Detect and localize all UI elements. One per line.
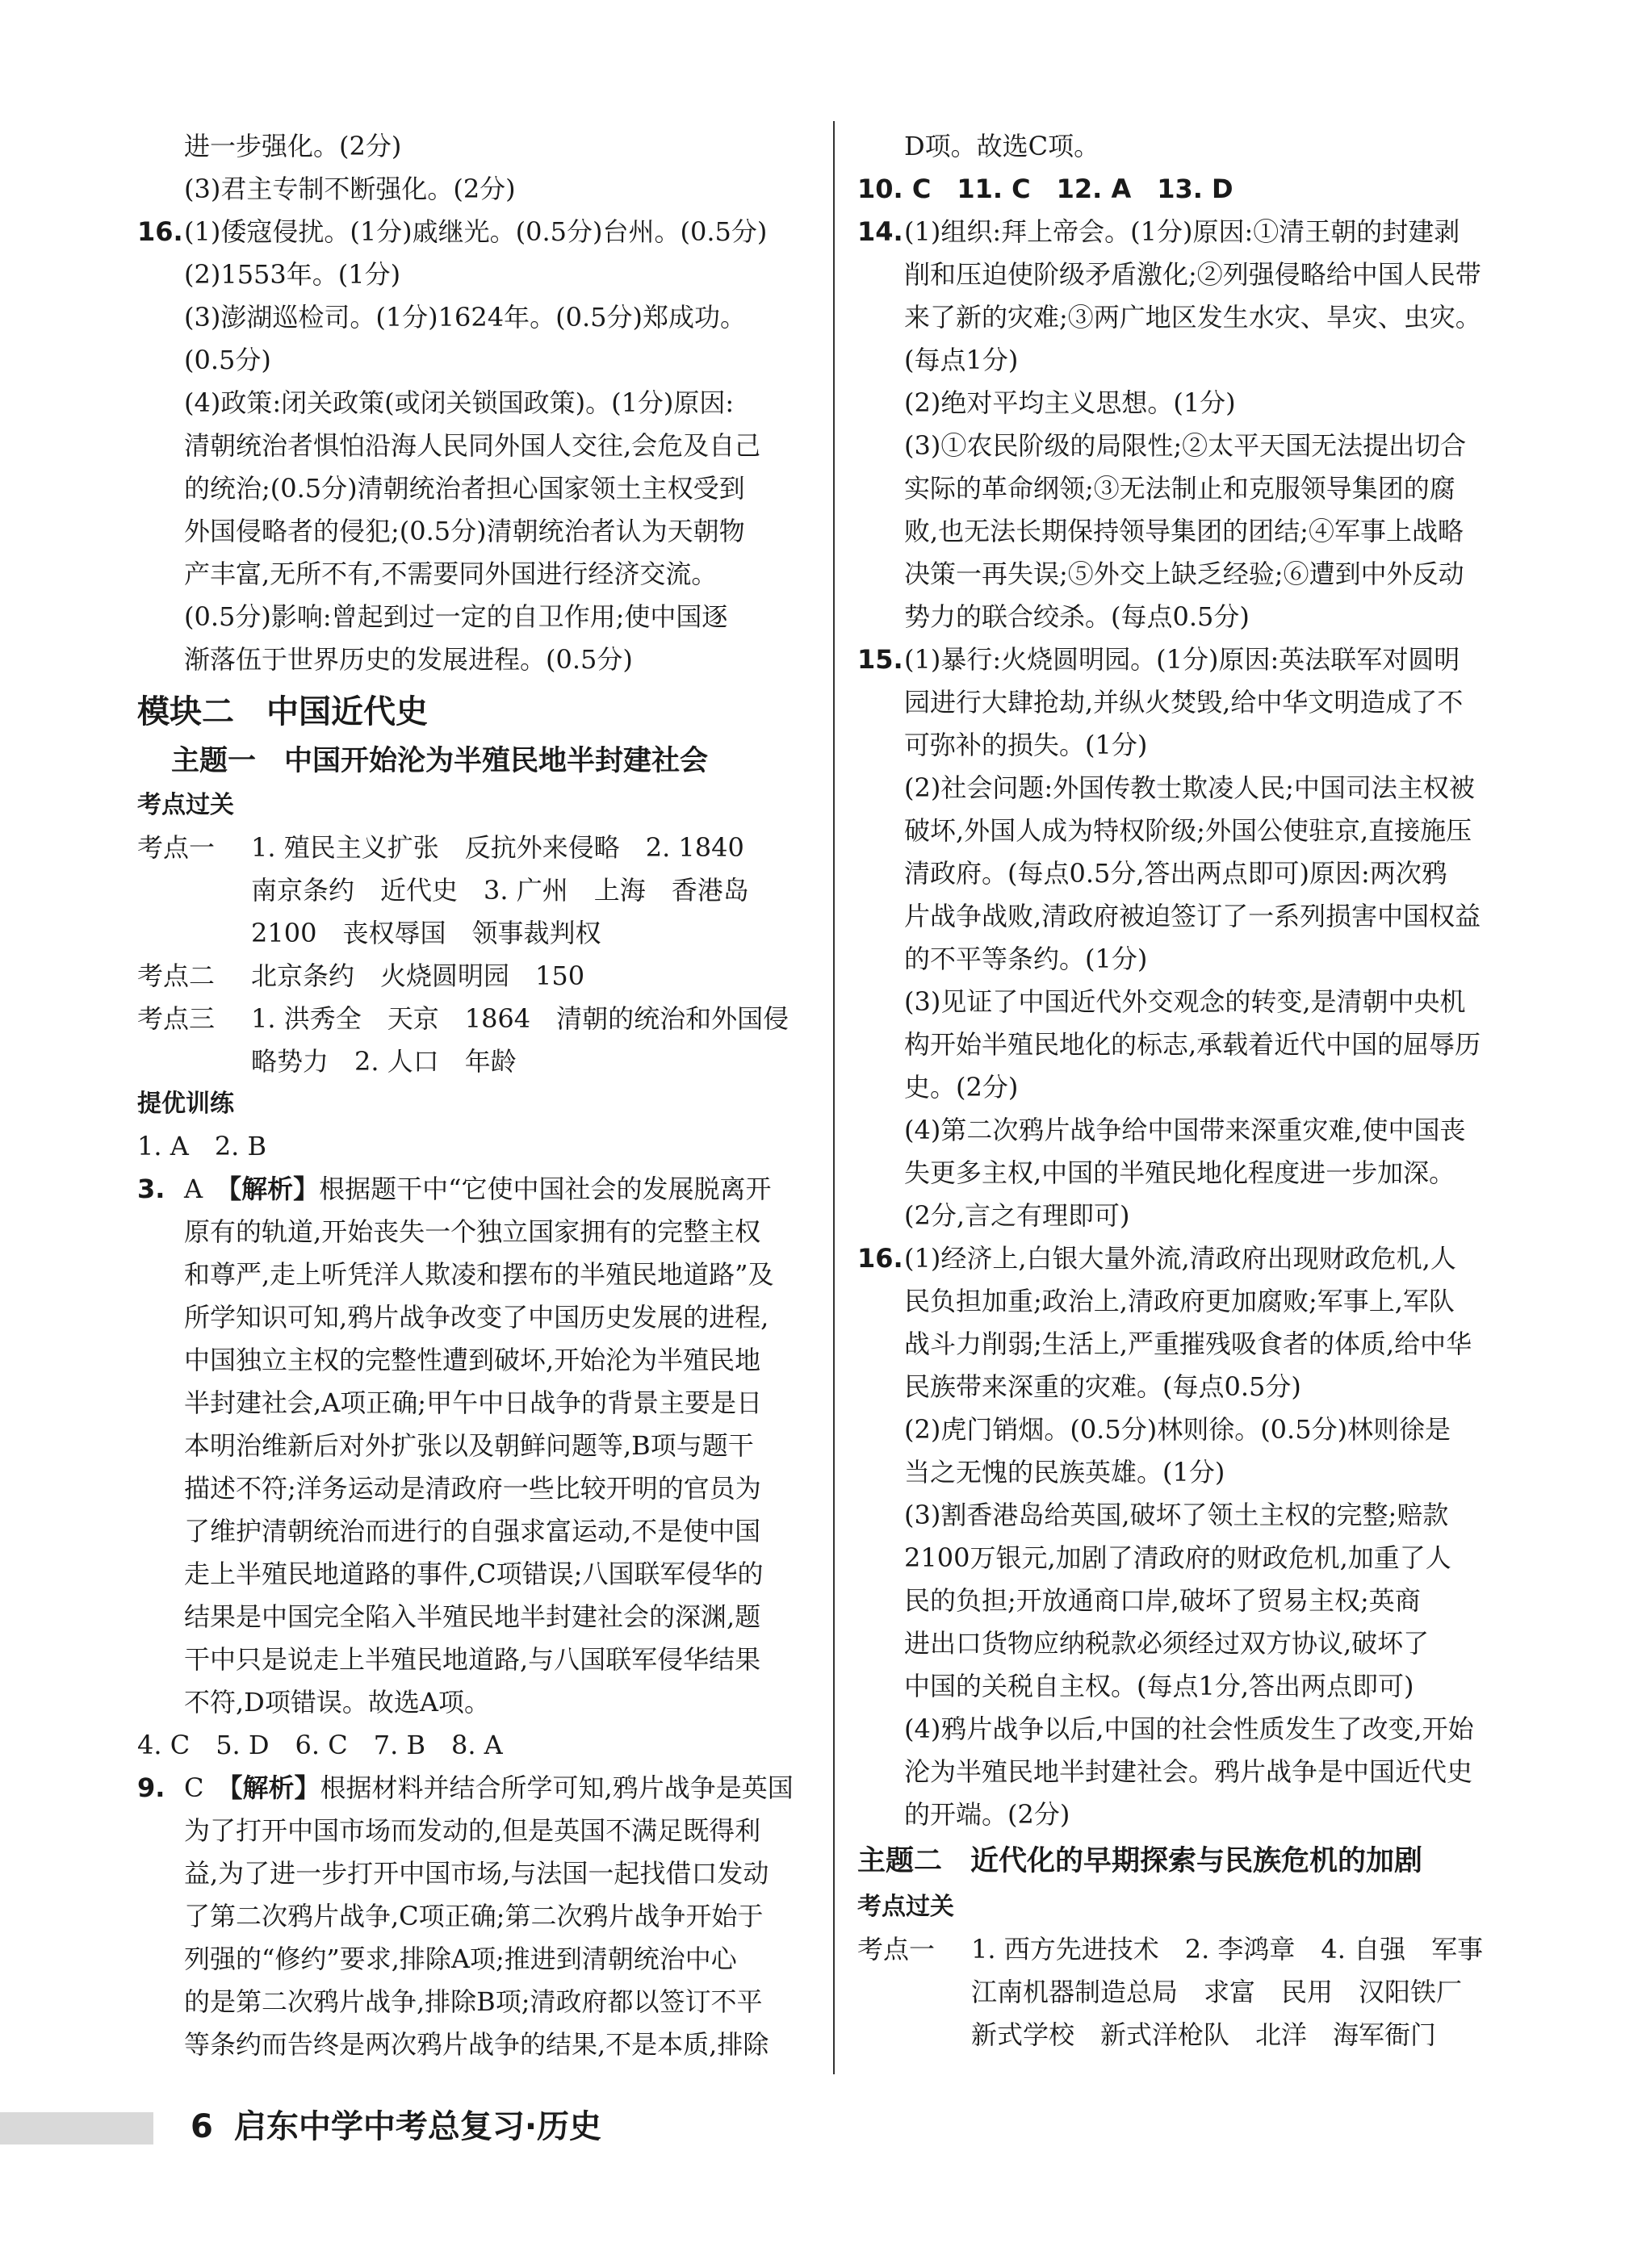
analysis-text: 半封建社会,A项正确;甲午中日战争的背景主要是日 — [184, 1387, 763, 1418]
answer-line: 战斗力削弱;生活上,严重摧残吸食者的体质,给中华 — [904, 1329, 1472, 1359]
answer-line: (0.5分) — [184, 345, 271, 375]
analysis-text: 益,为了进一步打开中国市场,与法国一起找借口发动 — [184, 1858, 769, 1889]
kaodian-text: 北京条约 火烧圆明园 150 — [251, 960, 585, 991]
answer-line: (1)组织:拜上帝会。(1分)原因:①清王朝的封建剥 — [904, 216, 1460, 247]
kaodian-1-right — [857, 1928, 1545, 2057]
answer-line: (2)社会问题:外国传教士欺凌人民;中国司法主权被 — [904, 772, 1475, 803]
question-3 — [137, 1168, 823, 1724]
answer-line: 中国的关税自主权。(每点1分,答出两点即可) — [904, 1671, 1414, 1701]
section-heading: 考点过关 — [857, 1893, 954, 1921]
answer-line: 民负担加重;政治上,清政府更加腐败;军事上,军队 — [904, 1286, 1455, 1316]
answer-line: 势力的联合绞杀。(每点0.5分) — [904, 601, 1250, 632]
analysis-text: 原有的轨道,开始丧失一个独立国家拥有的完整主权 — [184, 1216, 761, 1247]
book-title: 启东中学中考总复习·历史 — [233, 2108, 602, 2145]
page-footer — [191, 2105, 601, 2149]
question-number: 9. — [137, 1772, 165, 1803]
answer-line: 失更多主权,中国的半殖民地化程度进一步加深。 — [904, 1157, 1455, 1188]
kaodian-2 — [137, 955, 823, 998]
answer-line: 片战争战败,清政府被迫签订了一系列损害中国权益 — [904, 901, 1481, 931]
kaodian-text: 2100 丧权辱国 领事裁判权 — [251, 918, 601, 948]
topic-heading: 主题一 中国开始沦为半殖民地半封建社会 — [171, 745, 709, 777]
analysis-text: 根据题干中“它使中国社会的发展脱离开 — [319, 1174, 772, 1204]
left-column — [137, 125, 823, 2066]
answer-line: (4)第二次鸦片战争给中国带来深重灾难,使中国丧 — [904, 1115, 1466, 1145]
answer-line: 的统治;(0.5分)清朝统治者担心国家领土主权受到 — [184, 473, 745, 504]
analysis-text: 本明治维新后对外扩张以及朝鲜问题等,B项与题干 — [184, 1430, 754, 1461]
question-14 — [857, 211, 1545, 638]
kaodian-text: 新式学校 新式洋枪队 北洋 海军衙门 — [971, 2019, 1437, 2050]
answer-line: 的不平等条约。(1分) — [904, 944, 1148, 974]
answer-line: 进出口货物应纳税款必须经过双方协议,破坏了 — [904, 1628, 1430, 1659]
column-divider — [833, 121, 835, 2074]
module-heading: 模块二 中国近代史 — [137, 693, 428, 730]
kaodian-text: 1. 殖民主义扩张 反抗外来侵略 2. 1840 — [251, 832, 744, 863]
answer-line: 史。(2分) — [904, 1072, 1019, 1103]
answer-line: (1)倭寇侵扰。(1分)戚继光。(0.5分)台州。(0.5分) — [184, 216, 768, 247]
right-column — [857, 125, 1545, 2057]
answer-line: 破坏,外国人成为特权阶级;外国公使驻京,直接施压 — [904, 815, 1472, 846]
answer-line: (4)鸦片战争以后,中国的社会性质发生了改变,开始 — [904, 1714, 1474, 1744]
answer-line: 产丰富,无所不有,不需要同外国进行经济交流。 — [184, 559, 718, 589]
analysis-text: 列强的“修约”要求,排除A项;推进到清朝统治中心 — [184, 1944, 737, 1974]
question-number: 16. — [857, 1243, 903, 1274]
analysis-text: 走上半殖民地道路的事件,C项错误;八国联军侵华的 — [184, 1559, 764, 1589]
answer-line: (2)虎门销烟。(0.5分)林则徐。(0.5分)林则徐是 — [904, 1414, 1451, 1445]
answer-line: (3)澎湖巡检司。(1分)1624年。(0.5分)郑成功。 — [184, 302, 746, 333]
question-16-left — [137, 211, 823, 681]
question-15 — [857, 638, 1545, 1237]
kaodian-text: 南京条约 近代史 3. 广州 上海 香港岛 — [251, 875, 749, 906]
answer-line: (2分,言之有理即可) — [904, 1200, 1130, 1231]
answer-line: (4)政策:闭关政策(或闭关锁国政策)。(1分)原因: — [184, 387, 735, 418]
answer-choice: A — [184, 1174, 229, 1204]
kaodian-label: 考点三 — [137, 1003, 216, 1034]
answer-line: 4. C 5. D 6. C 7. B 8. A — [137, 1730, 503, 1760]
answer-line: 10. C 11. C 12. A 13. D — [857, 174, 1233, 204]
analysis-tag: 【解析】 — [228, 1174, 320, 1204]
kaodian-text: 略势力 2. 人口 年龄 — [251, 1046, 517, 1077]
answer-line: 民族带来深重的灾难。(每点0.5分) — [904, 1371, 1301, 1402]
question-number: 3. — [137, 1174, 165, 1204]
answer-line: 构开始半殖民地化的标志,承载着近代中国的屈辱历 — [904, 1029, 1481, 1060]
kaodian-text: 江南机器制造总局 求富 民用 汉阳铁厂 — [971, 1977, 1463, 2007]
answer-line: 清政府。(每点0.5分,答出两点即可)原因:两次鸦 — [904, 858, 1447, 889]
kaodian-label: 考点一 — [857, 1934, 936, 1965]
analysis-text: 不符,D项错误。故选A项。 — [184, 1687, 490, 1718]
answer-line: (2)绝对平均主义思想。(1分) — [904, 387, 1236, 418]
analysis-text: 根据材料并结合所学可知,鸦片战争是英国 — [320, 1772, 794, 1803]
kaodian-1 — [137, 826, 823, 955]
topic-heading: 主题二 近代化的早期探索与民族危机的加剧 — [857, 1845, 1423, 1877]
question-9 — [137, 1767, 823, 2066]
kaodian-label: 考点二 — [137, 960, 216, 991]
question-number: 15. — [857, 644, 903, 675]
analysis-text: 了第二次鸦片战争,C项正确;第二次鸦片战争开始于 — [184, 1901, 764, 1931]
analysis-tag: 【解析】 — [229, 1772, 320, 1803]
question-number: 16. — [137, 216, 183, 247]
answer-line: (每点1分) — [904, 345, 1019, 375]
answer-line: 的开端。(2分) — [904, 1799, 1070, 1830]
analysis-text: 描述不符;洋务运动是清政府一些比较开明的官员为 — [184, 1473, 761, 1504]
analysis-text: 所学知识可知,鸦片战争改变了中国历史发展的进程, — [184, 1302, 769, 1333]
answer-line: 败,也无法长期保持领导集团的团结;④军事上战略 — [904, 516, 1464, 546]
answer-line: 实际的革命纲领;③无法制止和克服领导集团的腐 — [904, 473, 1455, 504]
analysis-text: 了维护清朝统治而进行的自强求富运动,不是使中国 — [184, 1516, 761, 1546]
kaodian-text: 1. 西方先进技术 2. 李鸿章 4. 自强 军事 — [971, 1934, 1484, 1965]
answer-line: 2100万银元,加剧了清政府的财政危机,加重了人 — [904, 1542, 1451, 1573]
answer-line: (2)1553年。(1分) — [184, 259, 401, 290]
answer-line: 外国侵略者的侵犯;(0.5分)清朝统治者认为天朝物 — [184, 516, 745, 546]
answer-line: 决策一再失误;⑤外交上缺乏经验;⑥遭到中外反动 — [904, 559, 1464, 589]
kaodian-label: 考点一 — [137, 832, 216, 863]
answer-line: 来了新的灾难;③两广地区发生水灾、旱灾、虫灾。 — [904, 302, 1481, 333]
analysis-text: 中国独立主权的完整性遭到破坏,开始沦为半殖民地 — [184, 1345, 761, 1375]
answer-line: 1. A 2. B — [137, 1131, 267, 1161]
section-heading: 考点过关 — [137, 791, 234, 819]
answer-line: 清朝统治者惧怕沿海人民同外国人交往,会危及自己 — [184, 430, 761, 461]
answer-line: 渐落伍于世界历史的发展进程。(0.5分) — [184, 644, 633, 675]
analysis-text: 干中只是说走上半殖民地道路,与八国联军侵华结果 — [184, 1644, 761, 1675]
text-line: 进一步强化。(2分) — [184, 131, 402, 161]
answer-line: 削和压迫使阶级矛盾激化;②列强侵略给中国人民带 — [904, 259, 1481, 290]
kaodian-3 — [137, 998, 823, 1083]
answer-choice: C — [184, 1772, 230, 1803]
analysis-text: 结果是中国完全陷入半殖民地半封建社会的深渊,题 — [184, 1601, 761, 1632]
section-heading: 提优训练 — [137, 1090, 234, 1118]
answer-line: 园进行大肆抢劫,并纵火焚毁,给中华文明造成了不 — [904, 687, 1464, 718]
analysis-text: 为了打开中国市场而发动的,但是英国不满足既得利 — [184, 1815, 761, 1846]
question-number: 14. — [857, 216, 903, 247]
answer-line: (1)经济上,白银大量外流,清政府出现财政危机,人 — [904, 1243, 1456, 1274]
footer-bar — [0, 2112, 153, 2145]
answer-line: 民的负担;开放通商口岸,破坏了贸易主权;英商 — [904, 1585, 1421, 1616]
answer-line: (3)①农民阶级的局限性;②太平天国无法提出切合 — [904, 430, 1467, 461]
answer-line: 沦为半殖民地半封建社会。鸦片战争是中国近代史 — [904, 1756, 1473, 1787]
answer-line: 当之无愧的民族英雄。(1分) — [904, 1457, 1225, 1488]
text-line: (3)君主专制不断强化。(2分) — [184, 174, 516, 204]
analysis-text: 等条约而告终是两次鸦片战争的结果,不是本质,排除 — [184, 2029, 769, 2060]
kaodian-text: 1. 洪秀全 天京 1864 清朝的统治和外国侵 — [251, 1003, 789, 1034]
page-number: 6 — [191, 2108, 213, 2145]
answer-line: 可弥补的损失。(1分) — [904, 730, 1148, 760]
analysis-text: 和尊严,走上听凭洋人欺凌和摆布的半殖民地道路”及 — [184, 1259, 774, 1290]
question-16-right — [857, 1237, 1545, 1836]
answer-line: (1)暴行:火烧圆明园。(1分)原因:英法联军对圆明 — [904, 644, 1460, 675]
answer-line: (3)割香港岛给英国,破坏了领土主权的完整;赔款 — [904, 1500, 1449, 1530]
analysis-text: 的是第二次鸦片战争,排除B项;清政府都以签订不平 — [184, 1986, 763, 2017]
text-line: D项。故选C项。 — [904, 131, 1100, 161]
answer-line: (0.5分)影响:曾起到过一定的自卫作用;使中国逐 — [184, 601, 728, 632]
answer-line: (3)见证了中国近代外交观念的转变,是清朝中央机 — [904, 986, 1466, 1017]
